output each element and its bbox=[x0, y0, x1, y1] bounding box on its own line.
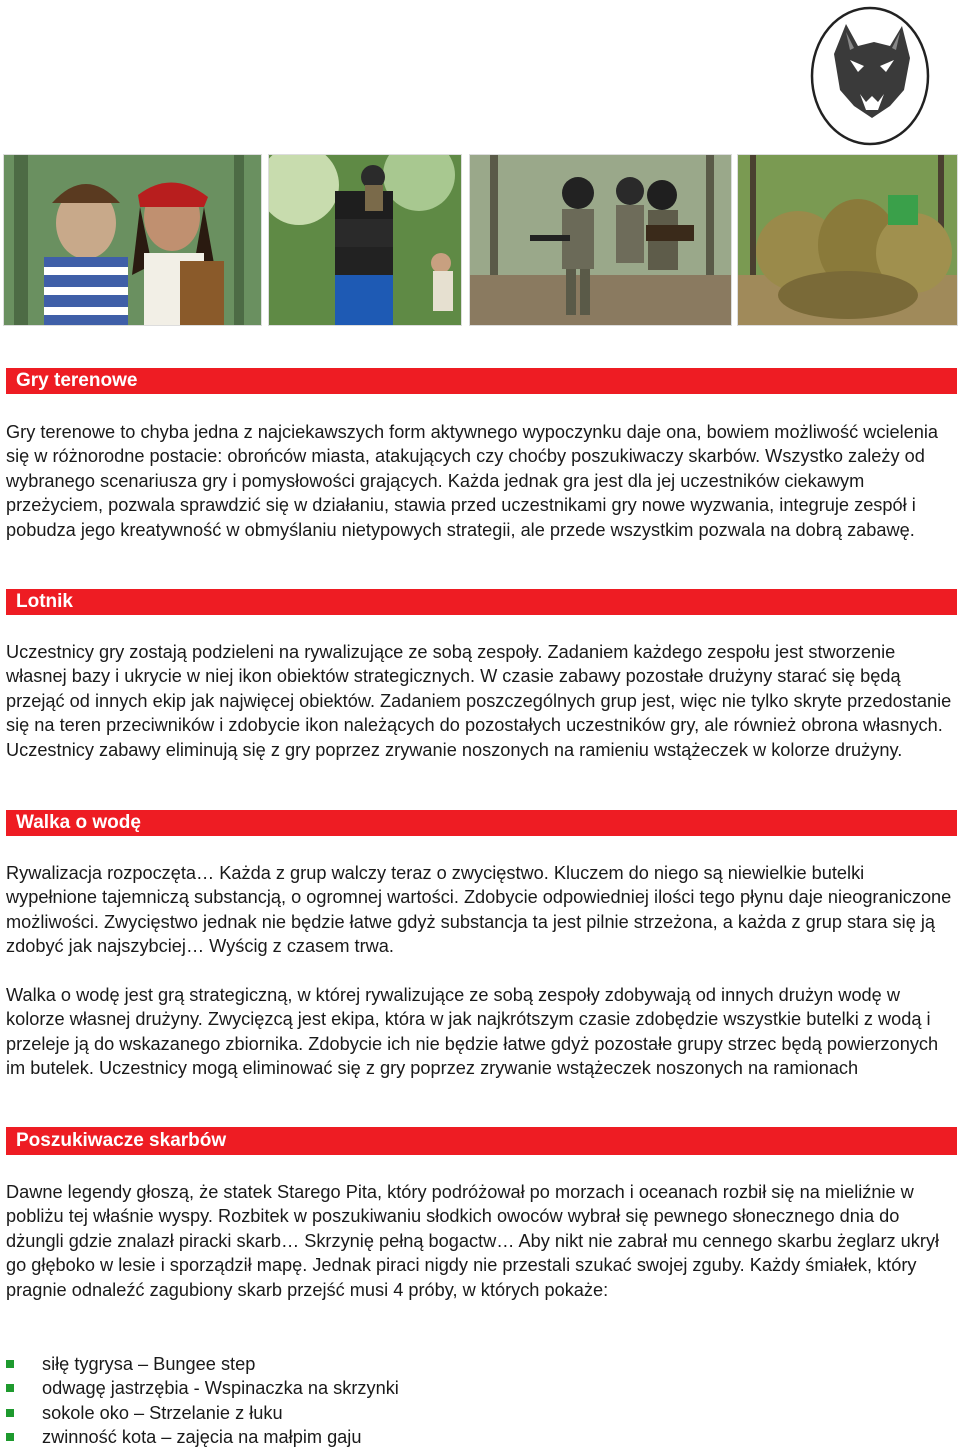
pirates-photo bbox=[3, 154, 262, 326]
paintball-photo bbox=[469, 154, 732, 326]
lotnik-paragraph: Uczestnicy gry zostają podzieleni na rywalizujące ze sobą zespoły. Zadaniem każdego zespołu jest stworzenie własnej bazy i ukrycie w niej ikon obiektów strategicznych. W czasie zabawy pozostałe drużyny starać się będą przejąć od innych ekip jak najwięcej obiektów. Zadaniem poszczególnych grup jest, więc nie tylko skryte przedostanie się na teren przeciwników i zdobycie ikon należących do pozostałych uczestników gry, ale również obrona własnych. Uczestnicy zabawy eliminują się z gry poprzez zrywanie noszonych na ramieniu wstążeczek w kolorze drużyny. bbox=[6, 642, 952, 760]
list-item-text: siłę tygrysa – Bungee step bbox=[42, 1354, 256, 1374]
list-item bbox=[6, 1376, 399, 1400]
black-wolf-logo bbox=[806, 2, 938, 150]
list-item-text: odwagę jastrzębia - Wspinaczka na skrzynki bbox=[42, 1378, 399, 1399]
list-item-text: sokole oko – Strzelanie z łuku bbox=[42, 1402, 283, 1423]
square-bullet-icon bbox=[6, 1384, 14, 1392]
section-title: Gry terenowe bbox=[16, 370, 138, 391]
section-header-walka-o-wode bbox=[6, 810, 957, 836]
list-item bbox=[6, 1425, 399, 1449]
section-header-lotnik bbox=[6, 589, 957, 615]
camouflage-photo bbox=[737, 154, 958, 326]
walka-o-wode-paragraph-1: Rywalizacja rozpoczęta… Każda z grup walczy teraz o zwycięstwo. Kluczem do niego są niewielkie butelki wypełnione tajemniczą substancją, o ogromnej wartości. Zdobycie odpowiedniej ilości tego płynu daje nieograniczone możliwości. Zwycięstwo jednak nie będzie łatwe gdyż substancja ta jest pilnie strzeżona, a każda z grup stara się ją zdobyć jak najszybciej… Wyścig z czasem trwa. bbox=[6, 863, 952, 957]
proby-list bbox=[6, 1352, 399, 1450]
square-bullet-icon bbox=[6, 1409, 14, 1417]
walka-o-wode-paragraph-2: Walka o wodę jest grą strategiczną, w której rywalizujące ze sobą zespoły zdobywają od innych drużyn wodę w kolorze własnej drużyny. Zwycięzcą jest ekipa, która w jak najkrótszym czasie zdobędzie wszystkie butelki z wodą i przeleje ją do wskazanego zbiornika. Zdobycie ich nie będzie łatwe gdyż pozostałe grupy strzec będą powierzonych im butelek. Uczestnicy mogą eliminować się z gry poprzez zrywanie wstążeczek noszonych na ramionach bbox=[6, 985, 939, 1079]
section-header-gry-terenowe bbox=[6, 368, 957, 394]
section-title: Walka o wodę bbox=[16, 812, 141, 833]
section-title: Poszukiwacze skarbów bbox=[16, 1130, 227, 1151]
section-title: Lotnik bbox=[16, 591, 73, 612]
square-bullet-icon bbox=[6, 1433, 14, 1441]
gry-terenowe-paragraph: Gry terenowe to chyba jedna z najciekawszych form aktywnego wypoczynku daje ona, bowiem możliwość wcielenia się w różnorodne postacie: obrońców miasta, atakujących czy choćby poszukiwaczy skarbów. Wszystko zależy od wybranego scenariusza gry i pomysłowości grających. Każda jednak gra jest dla jej uczestników ciekawym przeżyciem, pozwala sprawdzić się w działaniu, stawia przed uczestnikami gry nowe wyzwania, integruje zespół i pobudza jego kreatywność w obmyślaniu nietypowych strategii, ale przede wszystkim pozwala na dobrą zabawę. bbox=[6, 422, 939, 540]
list-item bbox=[6, 1352, 399, 1376]
section-header-poszukiwacze bbox=[6, 1127, 957, 1155]
crates-photo bbox=[268, 154, 462, 326]
square-bullet-icon bbox=[6, 1360, 14, 1368]
list-item bbox=[6, 1401, 399, 1425]
poszukiwacze-paragraph: Dawne legendy głoszą, że statek Starego Pita, który podróżował po morzach i oceanach rozbił się na mieliźnie w pobliżu tej właśnie wyspy. Rozbitek w poszukiwaniu słodkich owoców wybrał się pewnego słonecznego dnia do dżungli gdzie znalazł piracki skarb… Skrzynię pełną bogactw… Aby nikt nie zabrał mu cennego skarbu żeglarz ukrył go głęboko w lesie i sporządził mapę. Jednak piraci nigdy nie przestali szukać swojej zguby. Każdy śmiałek, który pragnie odnaleźć zagubiony skarb przejść musi 4 próby, w których pokaże: bbox=[6, 1182, 940, 1300]
list-item-text: zwinność kota – zajęcia na małpim gaju bbox=[42, 1427, 362, 1448]
